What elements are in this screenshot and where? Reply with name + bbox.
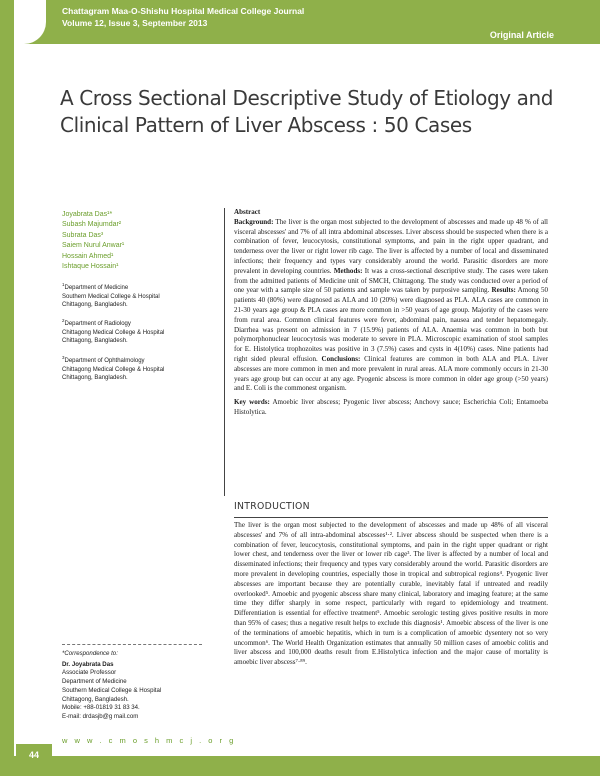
correspondence xyxy=(62,650,222,722)
page-title: A Cross Sectional Descriptive Study of Etiology and Clinical Pattern of Liver Abscess : 50 Cases xyxy=(60,86,554,138)
affiliation-number: 2 xyxy=(62,318,65,323)
introduction-heading: INTRODUCTION xyxy=(234,501,310,512)
footer-band xyxy=(0,756,600,776)
methods-label: Methods: xyxy=(333,266,363,275)
abstract-heading: Abstract xyxy=(234,208,261,216)
correspondence-name: Dr. Joyabrata Das xyxy=(62,660,114,668)
affiliation-number: 1 xyxy=(62,282,65,287)
journal-header xyxy=(62,5,304,29)
affiliation-3 xyxy=(62,354,222,383)
author-name: Ishtaque Hossain¹ xyxy=(62,263,119,271)
keywords-label: Key words: xyxy=(234,398,270,407)
section-rule xyxy=(234,517,548,518)
journal-issue: Volume 12, Issue 3, September 2013 xyxy=(62,18,208,28)
background-text: The liver is the organ most subjected to the development of abscesses and made up 48 % of all visceral abscesses' and 7% of all intra abdominal abscesses. Liver abscess should be suspected when there is a combination of fever, leucocytosis, constitutional symptoms, and pain in the right upper quadrant, and tenderness over the liver or right lower rib cage. The liver is affected by a number of local and disseminated infections; their frequency and types vary considerably around the world. Parasitic disorders are more prevalent in developing countries. xyxy=(234,217,548,275)
conclusions-label: Conclusions: xyxy=(321,354,361,363)
author-name: Joyabrata Das¹* xyxy=(62,211,113,218)
affiliation-2 xyxy=(62,317,222,346)
left-accent-strip xyxy=(0,0,14,776)
author-list xyxy=(62,210,212,272)
keywords-text: Amoebic liver abscess; Pyogenic liver abscess; Anchovy sauce; Escherichia Coli; Entamoeba Histolytica. xyxy=(234,398,548,416)
background-label: Background: xyxy=(234,217,274,226)
correspondence-line: Chittagong, Bangladesh. xyxy=(62,695,129,703)
affiliation-line: Chittagong Medical College & Hospital xyxy=(62,329,165,336)
journal-url: w w w . c m o s h m c j . o r g xyxy=(62,736,236,745)
correspondence-line: E-mail: drdasjb@g mail.com xyxy=(62,712,139,720)
journal-name: Chattagram Maa-O-Shishu Hospital Medical College Journal xyxy=(62,6,305,16)
page-number: 44 xyxy=(16,744,52,766)
correspondence-line: Department of Medicine xyxy=(62,678,127,686)
affiliation-line: Department of Medicine xyxy=(64,285,129,291)
affiliation-line: Department of Radiology xyxy=(64,321,131,327)
correspondence-line: Southern Medical College & Hospital xyxy=(62,686,162,694)
affiliation-line: Chittagong, Bangladesh. xyxy=(62,375,128,382)
author-name: Subash Majumdar² xyxy=(62,221,122,229)
author-name: Saiem Nurul Anwar¹ xyxy=(62,242,125,250)
abstract-divider xyxy=(224,208,225,496)
author-name: Subrata Das³ xyxy=(62,231,104,239)
keywords xyxy=(234,398,548,418)
results-text: Among 50 patients 40 (80%) were diagnosed as ALA and 10 (20%) were diagnosed as PLA. ALA cases are common in 21-30 years age group & PLA cases are more common in >50 years of age group. Majority of the cases were from rural area. Common clinical features were fever, abdominal pain, nausea and tender hepatomegaly. Diarrhea was present on admission in 7 (15.9%) patients of ALA. Anaemia was common in both but polymorphonuclear leucocytosis was moderate to severe in PLA. Microscopic examination of stool samples for E. Histolytica trophozoites was positive in 3 (7.5%) cases and cysts in 4(10%) cases. Nine patients had right sided pleural effusion. xyxy=(234,286,549,363)
affiliation-line: Chittagong, Bangladesh. xyxy=(62,302,128,309)
correspondence-heading: *Correspondence to: xyxy=(62,650,118,657)
results-label: Results: xyxy=(491,286,516,295)
affiliation-line: Chittagong, Bangladesh. xyxy=(62,338,128,345)
affiliation-1 xyxy=(62,281,222,310)
correspondence-line: Mobile: +88-01819 31 83 34. xyxy=(62,704,140,712)
author-name: Hossain Ahmed¹ xyxy=(62,252,114,260)
abstract-body xyxy=(234,218,548,394)
article-type: Original Article xyxy=(489,30,554,40)
abstract xyxy=(234,208,548,418)
affiliation-line: Chittagong Medical College & Hospital xyxy=(62,366,165,373)
introduction-text: The liver is the organ most subjected to the development of abscesses and made up 48% of all visceral abscesses' and 7% of all intra-abdominal abscesses¹·². Liver abscess should be suspected when there is a combination of fever, leucocytosis, constitutional symptoms, and pain in the right upper quadrant or right lower chest, and tenderness over the liver or lower rib cage³. The liver is affected by a number of local and disseminated infections; their frequency and types vary considerably around the world. Parasitic disorders are more prevalent in developing countries, especially those in tropical and subtropical regions⁴. Pyogenic liver abscesses are important because they are potentially curable, inevitably fatal if untreated and readily overlooked⁵. Amoebic and pyogenic abscess share many clinical, laboratory and imaging feature; at the same time they differ sharply in some respect, particularly with regard to epidemiology and treatment. Differentiation is essential for effective treatment⁵. Amoebic serologic testing gives positive results in more than 95% of cases; thus a negative result helps to exclude this diagnosis¹. Amoebic abscess of the liver is one of the terminations of amoebic hepatitis, which in turn is a complication of amoebic dysentery not so very uncommon⁶. The World Health Organization estimates that annually 50 million cases of amoebic colitis and liver abscess and 100,000 deaths result from E.Histolytica infection and the major cause of mortality is amoebic liver abscess⁷·⁸⁹. xyxy=(234,521,548,667)
affiliation-line: Southern Medical College & Hospital xyxy=(62,293,160,300)
affiliation-number: 3 xyxy=(62,355,65,360)
methods-text: It was a cross-sectional descriptive study. The cases were taken from the admitted patients of Medicine unit of SMCH, Chittagong. The study was conducted over a period of one year with a sample size of 50 patients and sample was taken by purposive sampling. xyxy=(234,266,549,295)
correspondence-line: Associate Professor xyxy=(62,669,117,677)
affiliation-line: Department of Ophthalmology xyxy=(64,358,145,364)
correspondence-rule xyxy=(62,644,202,645)
conclusions-text: Clinical features are common in both ALA and PLA. Liver abscesses are more common in men and more prevalent in rural areas. ALA more commonly occurs in 21-30 years age group but can occur at any age. Pyogenic abscess is more common in older age group (>50 years) and E. Coli is the commonest organism. xyxy=(234,354,549,393)
